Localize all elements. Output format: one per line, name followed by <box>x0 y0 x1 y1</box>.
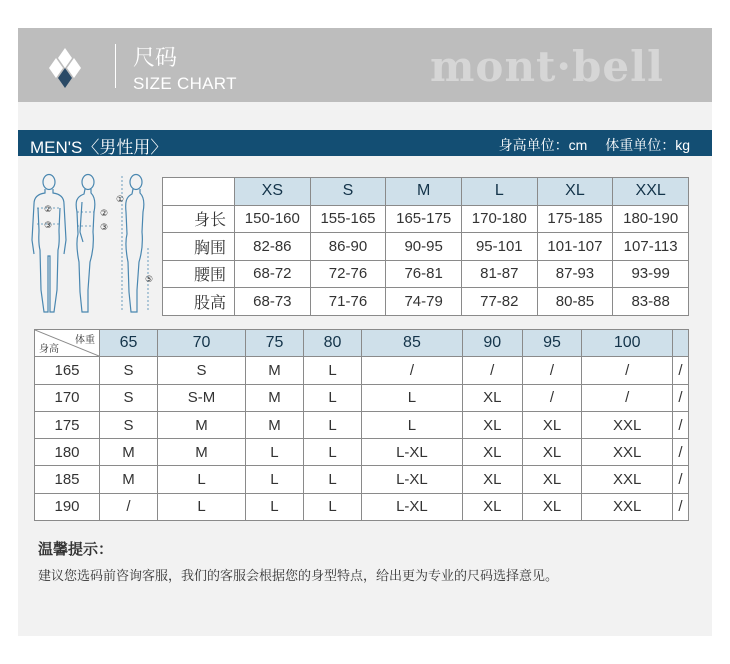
height-label: 170 <box>35 384 100 411</box>
table-cell: XL <box>522 466 582 493</box>
table-cell: XL <box>462 439 522 466</box>
table-cell: M <box>245 357 303 384</box>
size-header: XS <box>235 178 311 206</box>
table-cell: M <box>158 439 246 466</box>
measurement-corner-cell <box>163 178 235 206</box>
header-divider <box>115 44 116 88</box>
table-cell: S <box>100 357 158 384</box>
height-label: 185 <box>35 466 100 493</box>
height-label: 165 <box>35 357 100 384</box>
marker-chest-front: ② <box>44 205 53 215</box>
table-cell: 77-82 <box>461 288 537 316</box>
table-cell: L <box>303 411 361 438</box>
notes-text: 建议您选码前咨询客服，我们的客服会根据您的身型特点，给出更为专业的尺码选择意见。 <box>38 569 559 584</box>
marker-height: ① <box>116 195 125 205</box>
table-cell: S-M <box>158 384 246 411</box>
table-cell: 150-160 <box>235 205 311 233</box>
weight-header: 80 <box>303 330 361 357</box>
table-row <box>35 384 689 411</box>
table-cell: 72-76 <box>310 260 386 288</box>
table-cell: M <box>245 411 303 438</box>
weight-header: 75 <box>245 330 303 357</box>
table-cell: L <box>362 411 463 438</box>
table-cell: 74-79 <box>386 288 462 316</box>
table-cell: L <box>245 466 303 493</box>
size-header: S <box>310 178 386 206</box>
table-cell: L <box>158 493 246 520</box>
title-chinese: 尺码 <box>133 46 178 71</box>
table-cell: L-XL <box>362 493 463 520</box>
weight-unit: 体重单位：kg <box>605 137 690 153</box>
height-label: 190 <box>35 493 100 520</box>
measurement-header-row <box>163 178 689 206</box>
table-cell: L <box>245 493 303 520</box>
table-cell: 95-101 <box>461 233 537 261</box>
table-cell: M <box>100 466 158 493</box>
brand-wordmark: mont·bell <box>429 42 664 91</box>
table-cell: XXL <box>582 439 673 466</box>
section-bar <box>18 130 712 156</box>
table-row <box>163 260 689 288</box>
table-cell: L <box>303 357 361 384</box>
table-cell: L <box>245 439 303 466</box>
row-label: 身长 <box>163 205 235 233</box>
size-header: M <box>386 178 462 206</box>
table-cell: 81-87 <box>461 260 537 288</box>
table-cell: / <box>673 439 689 466</box>
table-cell: XL <box>522 411 582 438</box>
table-cell: 170-180 <box>461 205 537 233</box>
height-label: 175 <box>35 411 100 438</box>
table-cell: 155-165 <box>310 205 386 233</box>
title-english: SIZE CHART <box>133 74 237 93</box>
row-label: 胸围 <box>163 233 235 261</box>
table-cell: / <box>673 357 689 384</box>
table-row <box>35 493 689 520</box>
size-header: L <box>461 178 537 206</box>
table-cell: / <box>522 384 582 411</box>
table-cell: XXL <box>582 466 673 493</box>
weight-header: 100 <box>582 330 673 357</box>
table-cell: 165-175 <box>386 205 462 233</box>
table-cell: L <box>303 439 361 466</box>
table-cell: XL <box>462 411 522 438</box>
table-cell: L <box>158 466 246 493</box>
table-cell: 180-190 <box>613 205 689 233</box>
weight-header: 85 <box>362 330 463 357</box>
section-title: MEN'S〈男性用〉 <box>30 138 168 157</box>
header-banner <box>18 28 712 102</box>
table-row <box>35 439 689 466</box>
row-label: 腰围 <box>163 260 235 288</box>
body-measurement-figures-icon <box>30 172 160 320</box>
table-row <box>163 233 689 261</box>
row-label: 股高 <box>163 288 235 316</box>
table-cell: 86-90 <box>310 233 386 261</box>
table-cell: XL <box>522 439 582 466</box>
marker-waist-side: ③ <box>100 223 109 233</box>
table-cell: 107-113 <box>613 233 689 261</box>
table-cell: / <box>362 357 463 384</box>
table-cell: / <box>522 357 582 384</box>
size-header: XXL <box>613 178 689 206</box>
table-cell: / <box>582 357 673 384</box>
table-cell: 101-107 <box>537 233 613 261</box>
marker-waist-front: ③ <box>44 221 53 231</box>
table-row <box>35 466 689 493</box>
table-cell: S <box>100 384 158 411</box>
table-row <box>163 205 689 233</box>
table-row <box>35 411 689 438</box>
weight-header <box>673 330 689 357</box>
table-cell: M <box>100 439 158 466</box>
table-cell: 90-95 <box>386 233 462 261</box>
table-cell: 68-72 <box>235 260 311 288</box>
matrix-corner-cell <box>35 330 100 357</box>
marker-chest-side: ② <box>100 209 109 219</box>
table-row <box>35 357 689 384</box>
weight-header: 70 <box>158 330 246 357</box>
height-unit: 身高单位：cm <box>498 137 588 153</box>
corner-weight-label: 体重 <box>75 335 95 347</box>
weight-header: 95 <box>522 330 582 357</box>
table-cell: / <box>673 466 689 493</box>
table-cell: L-XL <box>362 466 463 493</box>
table-cell: / <box>673 384 689 411</box>
table-cell: XL <box>522 493 582 520</box>
table-cell: XL <box>462 493 522 520</box>
table-cell: 68-73 <box>235 288 311 316</box>
measurement-table <box>162 177 689 316</box>
unit-labels <box>485 135 690 155</box>
table-cell: / <box>462 357 522 384</box>
table-cell: / <box>673 411 689 438</box>
table-cell: L-XL <box>362 439 463 466</box>
table-cell: 83-88 <box>613 288 689 316</box>
table-cell: L <box>362 384 463 411</box>
table-cell: XXL <box>582 493 673 520</box>
table-cell: L <box>303 466 361 493</box>
height-label: 180 <box>35 439 100 466</box>
table-cell: M <box>245 384 303 411</box>
table-row <box>163 288 689 316</box>
table-cell: L <box>303 493 361 520</box>
table-cell: XL <box>462 384 522 411</box>
table-cell: / <box>100 493 158 520</box>
montbell-diamond-logo-icon <box>48 48 82 88</box>
table-cell: 93-99 <box>613 260 689 288</box>
weight-header-row <box>35 330 689 357</box>
table-cell: L <box>303 384 361 411</box>
table-cell: 87-93 <box>537 260 613 288</box>
table-cell: 71-76 <box>310 288 386 316</box>
table-cell: 175-185 <box>537 205 613 233</box>
table-cell: M <box>158 411 246 438</box>
table-cell: XXL <box>582 411 673 438</box>
size-header: XL <box>537 178 613 206</box>
notes-title: 温馨提示： <box>38 540 114 558</box>
corner-height-label: 身高 <box>39 344 59 356</box>
table-cell: S <box>158 357 246 384</box>
weight-header: 90 <box>462 330 522 357</box>
marker-inseam: ⑤ <box>145 275 154 285</box>
height-weight-matrix <box>34 329 689 521</box>
table-cell: 82-86 <box>235 233 311 261</box>
table-cell: 80-85 <box>537 288 613 316</box>
table-cell: / <box>673 493 689 520</box>
table-cell: / <box>582 384 673 411</box>
weight-header: 65 <box>100 330 158 357</box>
table-cell: S <box>100 411 158 438</box>
table-cell: 76-81 <box>386 260 462 288</box>
table-cell: XL <box>462 466 522 493</box>
